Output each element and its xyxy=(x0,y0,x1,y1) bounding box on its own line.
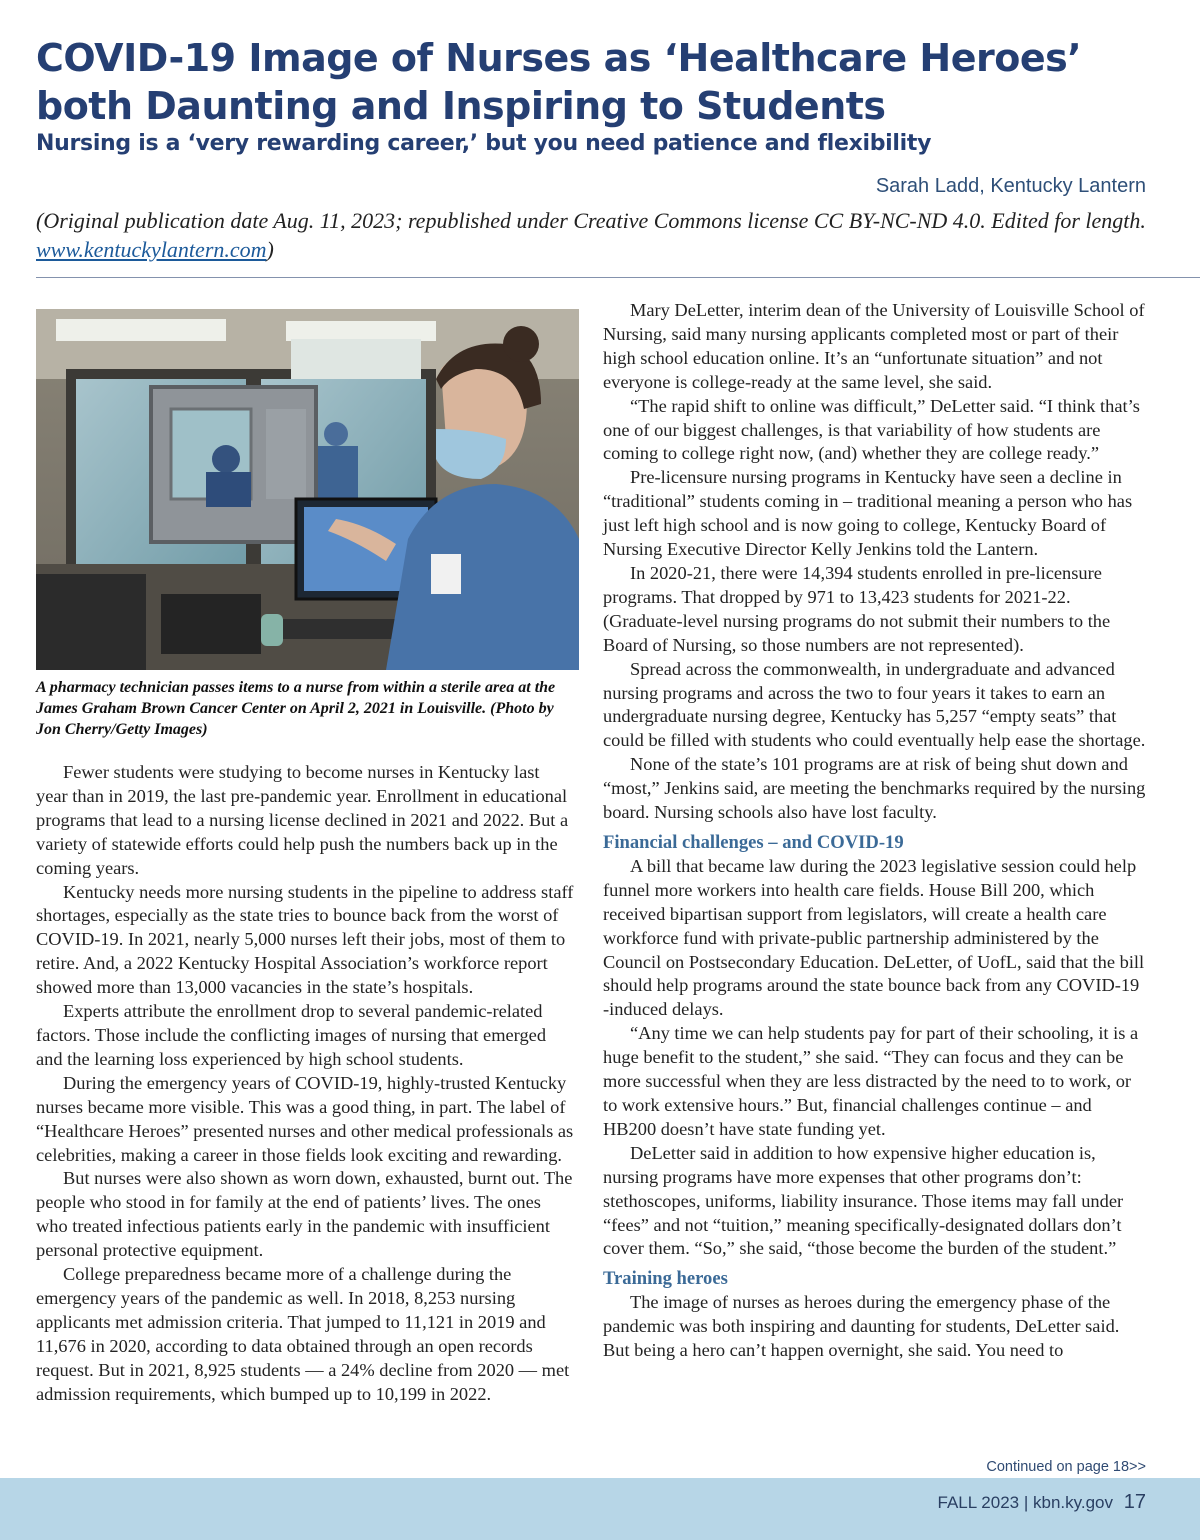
issue-label: FALL 2023 xyxy=(937,1493,1020,1512)
photo-caption: A pharmacy technician passes items to a nurse from within a sterile area at the James Graham Brown Cancer Center on April 2, 2021 in Louisville. (Photo by Jon Cherry/Getty Images) xyxy=(36,679,556,738)
paragraph: Pre-licensure nursing programs in Kentucky have seen a decline in “traditional” students coming in – traditional meaning a person who has just left high school and is now going to college, Kentucky Board of Nursing Executive Director Kelly Jenkins told the Lantern. xyxy=(603,467,1133,560)
paragraph: College preparedness became more of a challenge during the emergency years of the pandemic as well. In 2018, 8,253 nursing applicants met admission criteria. That jumped to 11,121 in 2019 and 11,676 in 2020, according to data obtained through an open records request. But in 2021, 8,925 students — a 24% decline from 2020 — met admission requirements, which bumped up to 10,199 in 2022. xyxy=(36,1264,570,1404)
paragraph: None of the state’s 101 programs are at risk of being shut down and “most,” Jenkins said, are meeting the benchmarks required by the nursing board. Nursing schools also have lost faculty. xyxy=(603,754,1146,823)
paragraph: The image of nurses as heroes during the emergency phase of the pandemic was both inspiring and daunting for students, DeLetter said. But being a hero can’t happen overnight, she said. You need to xyxy=(603,1292,1120,1361)
section-heading-financial: Financial challenges – and COVID-19 xyxy=(603,831,904,853)
section-heading-training: Training heroes xyxy=(603,1268,728,1290)
continued-link[interactable]: Continued on page 18>> xyxy=(986,1459,1146,1475)
paragraph: In 2020-21, there were 14,394 students enrolled in pre-licensure programs. That dropped by 971 to 13,423 students for 2021-22. (Graduate-level nursing programs do not submit their numbers to the Board of Nursing, so those numbers are not represented). xyxy=(603,562,1111,655)
page-number: 17 xyxy=(1123,1491,1146,1513)
paragraph: “Any time we can help students pay for part of their schooling, it is a huge benefit to the student,” she said. “They can focus and they can be more successful when they are less distracted by the need to to work, or to work extensive hours.” But, financial challenges continue – and HB200 doesn’t have state funding yet. xyxy=(603,1023,1139,1139)
article-subtitle: Nursing is a ‘very rewarding career,’ but you need patience and flexibility xyxy=(36,131,932,156)
paragraph: Experts attribute the enrollment drop to several pandemic-related factors. Those include the conflicting images of nursing that emerged and the learning loss experienced by high school students. xyxy=(36,1001,547,1069)
article-title: COVID-19 Image of Nurses as ‘Healthcare Heroes’ both Daunting and Inspiring to Students xyxy=(36,36,1082,128)
publication-note xyxy=(36,206,1146,264)
article-photo xyxy=(36,309,579,670)
pub-note-prefix: (Original publication date Aug. 11, 2023; republished under Creative Commons license CC BY-NC-ND 4.0. Edited for length. xyxy=(36,208,1146,233)
body-column-left xyxy=(36,761,574,1406)
paragraph: Kentucky needs more nursing students in the pipeline to address staff shortages, especially as the state tries to bounce back from the worst of COVID-19. In 2021, nearly 5,000 nurses left their jobs, most of them to retire. And, a 2022 Kentucky Hospital Association’s workforce report showed more than 13,000 vacancies in the state’s hospitals. xyxy=(36,881,574,998)
paragraph: A bill that became law during the 2023 legislative session could help funnel more workers into health care fields. House Bill 200, which received bipartisan support from legislators, will create a health care workforce fund with private-public partnership administered by the Council on Postsecondary Education. DeLetter, of UofL, said that the bill should help programs around the state bounce back from any COVID-19 -induced delays. xyxy=(603,855,1145,1020)
footer-separator: | xyxy=(1023,1493,1029,1512)
site-link[interactable]: kbn.ky.gov xyxy=(1033,1493,1114,1512)
header-divider xyxy=(36,277,1200,278)
paragraph: Fewer students were studying to become nurses in Kentucky last year than in 2019, the last pre-pandemic year. Enrollment in educational programs that lead to a nursing license declined in 2021 and 2022. But a variety of statewide efforts could help push the numbers back up in the coming years. xyxy=(36,762,569,878)
byline: Sarah Ladd, Kentucky Lantern xyxy=(875,175,1146,197)
pub-note-suffix: ) xyxy=(266,237,274,262)
body-column-right xyxy=(603,299,1148,1363)
kentucky-lantern-link[interactable]: www.kentuckylantern.com xyxy=(36,237,267,262)
paragraph: “The rapid shift to online was difficult,” DeLetter said. “I think that’s one of our biggest challenges, is that variability of how students are coming to college right now, (and) whether they are college ready.” xyxy=(603,395,1140,464)
footer-text xyxy=(938,1491,1147,1514)
paragraph: DeLetter said in addition to how expensive higher education is, nursing programs have more expenses that other programs don’t: stethoscopes, uniforms, liability insurance. Those items may fall under “fees” and not “tuition,” meaning specifically-designated dollars don’t cover them. “So,” she said, “those become the burden of the student.” xyxy=(603,1142,1124,1259)
paragraph: During the emergency years of COVID-19, highly-trusted Kentucky nurses became more visible. This was a good thing, in part. The label of “Healthcare Heroes” presented nurses and other medical professionals as celebrities, making a career in those fields look exciting and rewarding. xyxy=(36,1072,574,1165)
paragraph: Spread across the commonwealth, in undergraduate and advanced nursing programs and across the two to four years it takes to earn an undergraduate nursing degree, Kentucky has 5,257 “empty seats” that could be filled with students who could eventually help ease the shortage. xyxy=(603,658,1146,751)
paragraph: Mary DeLetter, interim dean of the University of Louisville School of Nursing, said many nursing applicants completed most or part of their high school education online. It’s an “unfortunate situation” and not everyone is college-ready at the same level, she said. xyxy=(603,300,1145,392)
paragraph: But nurses were also shown as worn down, exhausted, burnt out. The people who stood in for family at the end of patients’ lives. The ones who treated infectious patients early in the pandemic with insufficient personal protective equipment. xyxy=(36,1168,573,1261)
